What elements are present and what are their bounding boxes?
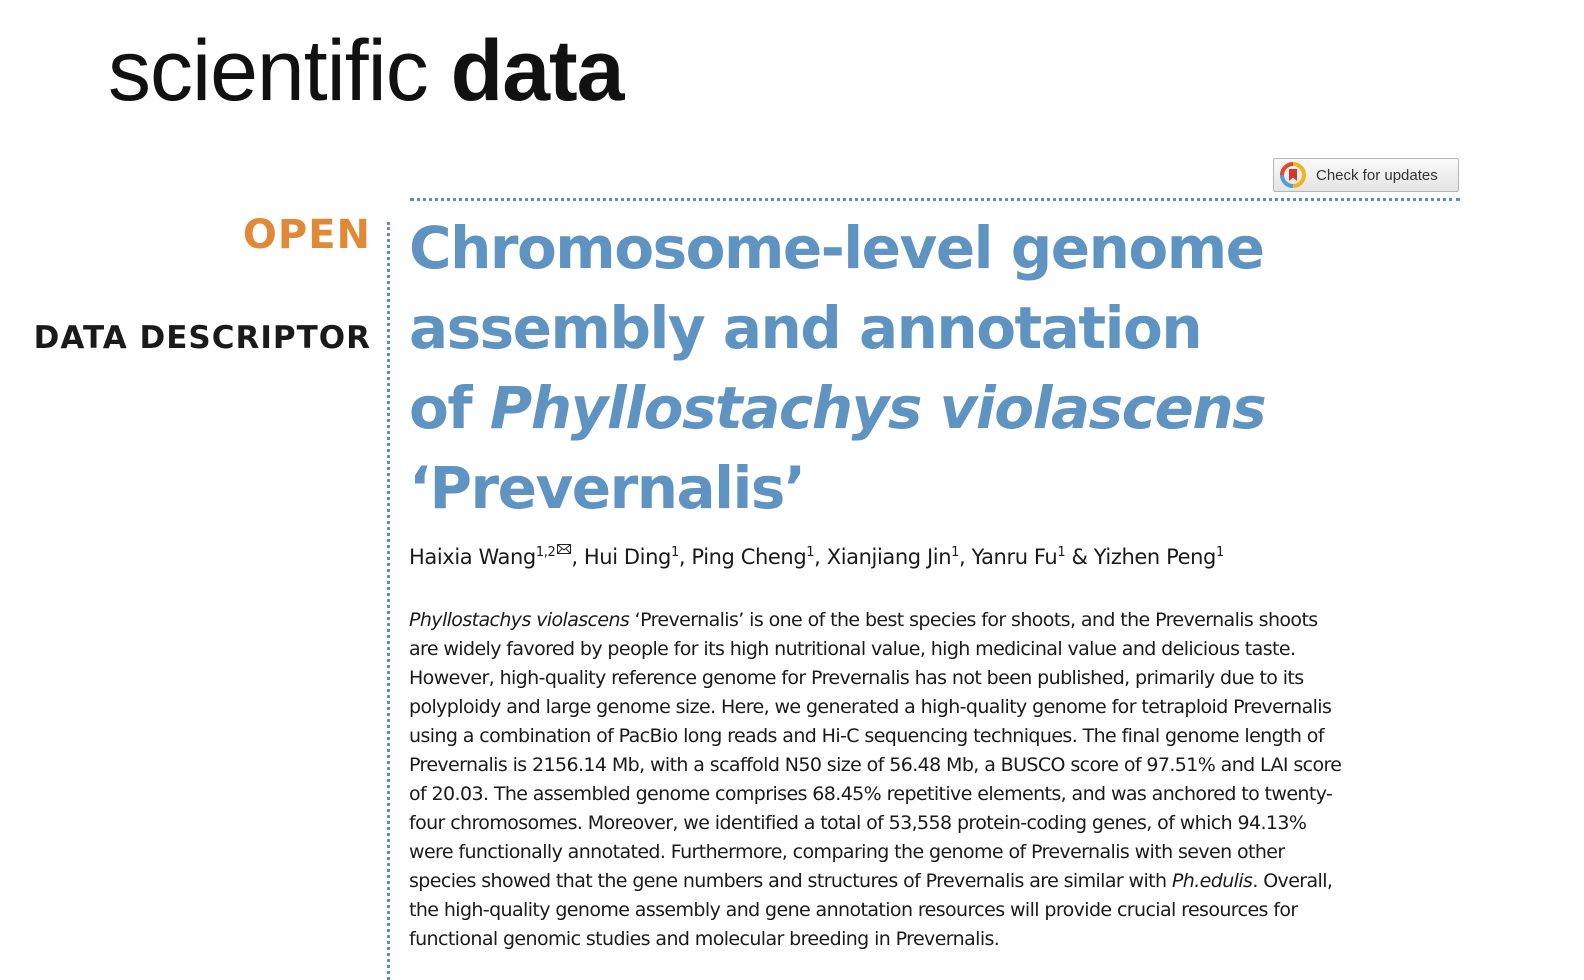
check-for-updates-label: Check for updates — [1316, 166, 1438, 184]
abstract-line: four chromosomes. Moreover, we identified a total of 53,558 protein-coding genes, of which 94.13% — [409, 812, 1307, 834]
abstract-line — [409, 867, 1469, 896]
abstract-text: . Overall, — [1252, 870, 1333, 892]
author-link[interactable]: Ping Cheng — [691, 545, 807, 569]
author-affiliation: 1 — [1215, 545, 1224, 560]
author-affiliation: 1 — [806, 545, 815, 560]
abstract-line: were functionally annotated. Furthermore, comparing the genome of Prevernalis with seven other — [409, 841, 1285, 863]
abstract-text: ‘Prevernalis’ is one of the best species for shoots, and the Prevernalis shoots — [629, 609, 1318, 631]
author-affiliation: 1 — [1057, 545, 1066, 560]
species-name: Ph.edulis — [1171, 870, 1253, 892]
title-line-3 — [409, 368, 1469, 448]
check-for-updates-button[interactable] — [1273, 158, 1459, 192]
author-link[interactable]: Yanru Fu — [971, 545, 1058, 569]
author-separator: , — [571, 545, 584, 569]
author-affiliation: 1,2 — [535, 545, 556, 560]
author-link[interactable]: Haixia Wang — [409, 545, 536, 569]
top-dotted-rule — [410, 198, 1460, 201]
abstract-line: functional genomic studies and molecular breeding in Prevernalis. — [409, 928, 1000, 950]
species-name: Phyllostachys violascens — [409, 609, 630, 631]
title-line-1: Chromosome-level genome — [409, 214, 1264, 282]
abstract-line: Prevernalis is 2156.14 Mb, with a scaffold N50 size of 56.48 Mb, a BUSCO score of 97.51% and LAI score — [409, 754, 1342, 776]
title-line-2: assembly and annotation — [409, 294, 1202, 362]
author-link[interactable]: Hui Ding — [583, 545, 671, 569]
author-link[interactable]: Xianjiang Jin — [826, 545, 952, 569]
author-affiliation: 1 — [951, 545, 959, 560]
crossmark-icon — [1280, 162, 1306, 188]
abstract-line: polyploidy and large genome size. Here, we generated a high-quality genome for tetraploid Prevernalis — [409, 696, 1332, 718]
journal-name-light: scientific — [108, 23, 428, 119]
abstract-line: using a combination of PacBio long reads and Hi-C sequencing techniques. The final genome length of — [409, 725, 1324, 747]
article-title — [409, 208, 1469, 528]
author-separator: , — [814, 545, 827, 569]
article-type-label: DATA DESCRIPTOR — [33, 320, 371, 356]
abstract-line — [409, 606, 1469, 635]
title-line-4: ‘Prevernalis’ — [409, 454, 805, 522]
author-separator: , — [678, 545, 692, 569]
journal-name-bold: data — [450, 23, 624, 119]
abstract-line: the high-quality genome assembly and gene annotation resources will provide crucial resources for — [409, 899, 1298, 921]
open-access-label: OPEN — [242, 212, 371, 258]
abstract — [409, 606, 1469, 954]
email-icon[interactable] — [557, 544, 571, 554]
author-affiliation: 1 — [670, 545, 679, 560]
author-list — [409, 540, 1469, 574]
abstract-text: species showed that the gene numbers and structures of Prevernalis are similar with — [409, 870, 1172, 892]
author-link[interactable]: Yizhen Peng — [1093, 545, 1216, 569]
left-dotted-rule — [387, 222, 390, 980]
journal-logo — [108, 16, 624, 126]
author-separator: & — [1065, 545, 1094, 569]
abstract-line: are widely favored by people for its high nutritional value, high medicinal value and delicious taste. — [409, 638, 1296, 660]
abstract-line: of 20.03. The assembled genome comprises 68.45% repetitive elements, and was anchored to twenty- — [409, 783, 1333, 805]
abstract-line: However, high-quality reference genome for Prevernalis has not been published, primarily due to its — [409, 667, 1304, 689]
title-species-name: Phyllostachys violascens — [489, 374, 1266, 442]
author-separator: , — [958, 545, 972, 569]
title-line-3-prefix: of — [409, 374, 490, 442]
